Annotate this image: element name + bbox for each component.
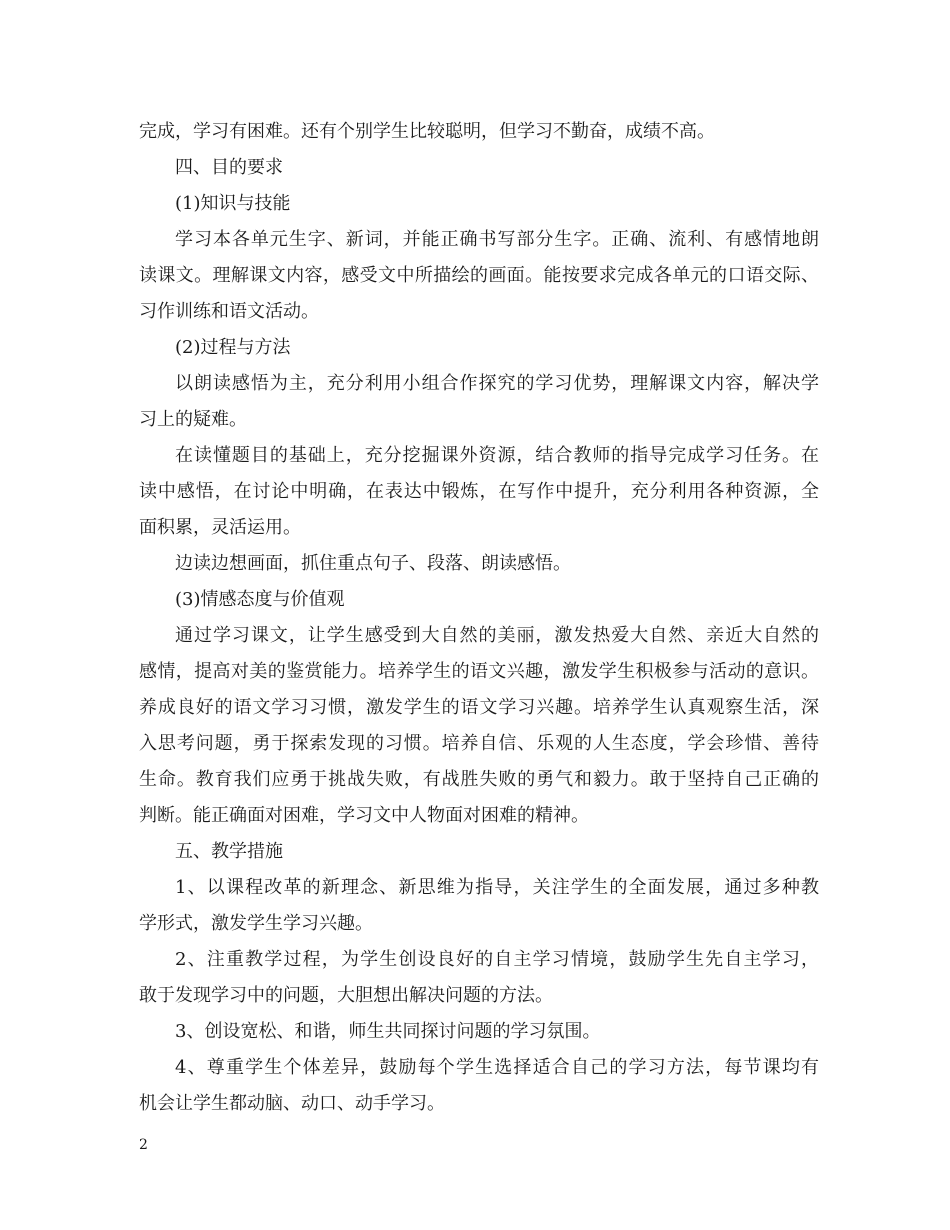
text-line: 机会让学生都动脑、动口、动手学习。: [139, 1093, 445, 1114]
text-line: 学习本各单元生字、新词，并能正确书写部分生字。正确、流利、有感情地朗: [175, 229, 819, 250]
document-body: [139, 114, 819, 1122]
text-line: 四、目的要求: [175, 157, 283, 178]
text-line: 习上的疑难。: [139, 409, 247, 430]
text-line: 感情，提高对美的鉴赏能力。培养学生的语文兴趣，激发学生积极参与活动的意识。: [139, 661, 819, 682]
text-line: 边读边想画面，抓住重点句子、段落、朗读感悟。: [175, 553, 571, 574]
text-line: 面积累，灵活运用。: [139, 517, 301, 538]
text-line: 以朗读感悟为主，充分利用小组合作探究的学习优势，理解课文内容，解决学: [175, 373, 819, 394]
text-line: 五、教学措施: [175, 841, 283, 862]
text-line: 3、创设宽松、和谐，师生共同探讨问题的学习氛围。: [175, 1021, 601, 1042]
text-line: 在读懂题目的基础上，充分挖掘课外资源，结合教师的指导完成学习任务。在: [175, 445, 819, 466]
text-line: 习作训练和语文活动。: [139, 301, 319, 322]
text-line: 读中感悟，在讨论中明确，在表达中锻炼，在写作中提升，充分利用各种资源，全: [139, 481, 819, 502]
text-line: 2、注重教学过程，为学生创设良好的自主学习情境，鼓励学生先自主学习，: [175, 949, 819, 970]
text-line: 1、以课程改革的新理念、新思维为指导，关注学生的全面发展，通过多种教: [175, 877, 819, 898]
text-line: 完成，学习有困难。还有个别学生比较聪明，但学习不勤奋，成绩不高。: [139, 121, 715, 142]
text-line: 读课文。理解课文内容，感受文中所描绘的画面。能按要求完成各单元的口语交际、: [139, 265, 819, 286]
text-line: (3)情感态度与价值观: [175, 589, 345, 610]
text-line: 生命。教育我们应勇于挑战失败，有战胜失败的勇气和毅力。敢于坚持自己正确的: [139, 769, 819, 790]
text-line: (1)知识与技能: [175, 193, 291, 214]
page-number: 2: [139, 1137, 148, 1153]
text-line: 养成良好的语文学习习惯，激发学生的语文学习兴趣。培养学生认真观察生活，深: [139, 697, 819, 718]
text-line: 敢于发现学习中的问题，大胆想出解决问题的方法。: [139, 985, 553, 1006]
text-line: 判断。能正确面对困难，学习文中人物面对困难的精神。: [139, 805, 589, 826]
text-line: (2)过程与方法: [175, 337, 291, 358]
text-line: 4、尊重学生个体差异，鼓励每个学生选择适合自己的学习方法，每节课均有: [175, 1057, 819, 1078]
text-line: 通过学习课文，让学生感受到大自然的美丽，激发热爱大自然、亲近大自然的: [175, 625, 819, 646]
text-line: 学形式，激发学生学习兴趣。: [139, 913, 373, 934]
text-line: 入思考问题，勇于探索发现的习惯。培养自信、乐观的人生态度，学会珍惜、善待: [139, 733, 819, 754]
